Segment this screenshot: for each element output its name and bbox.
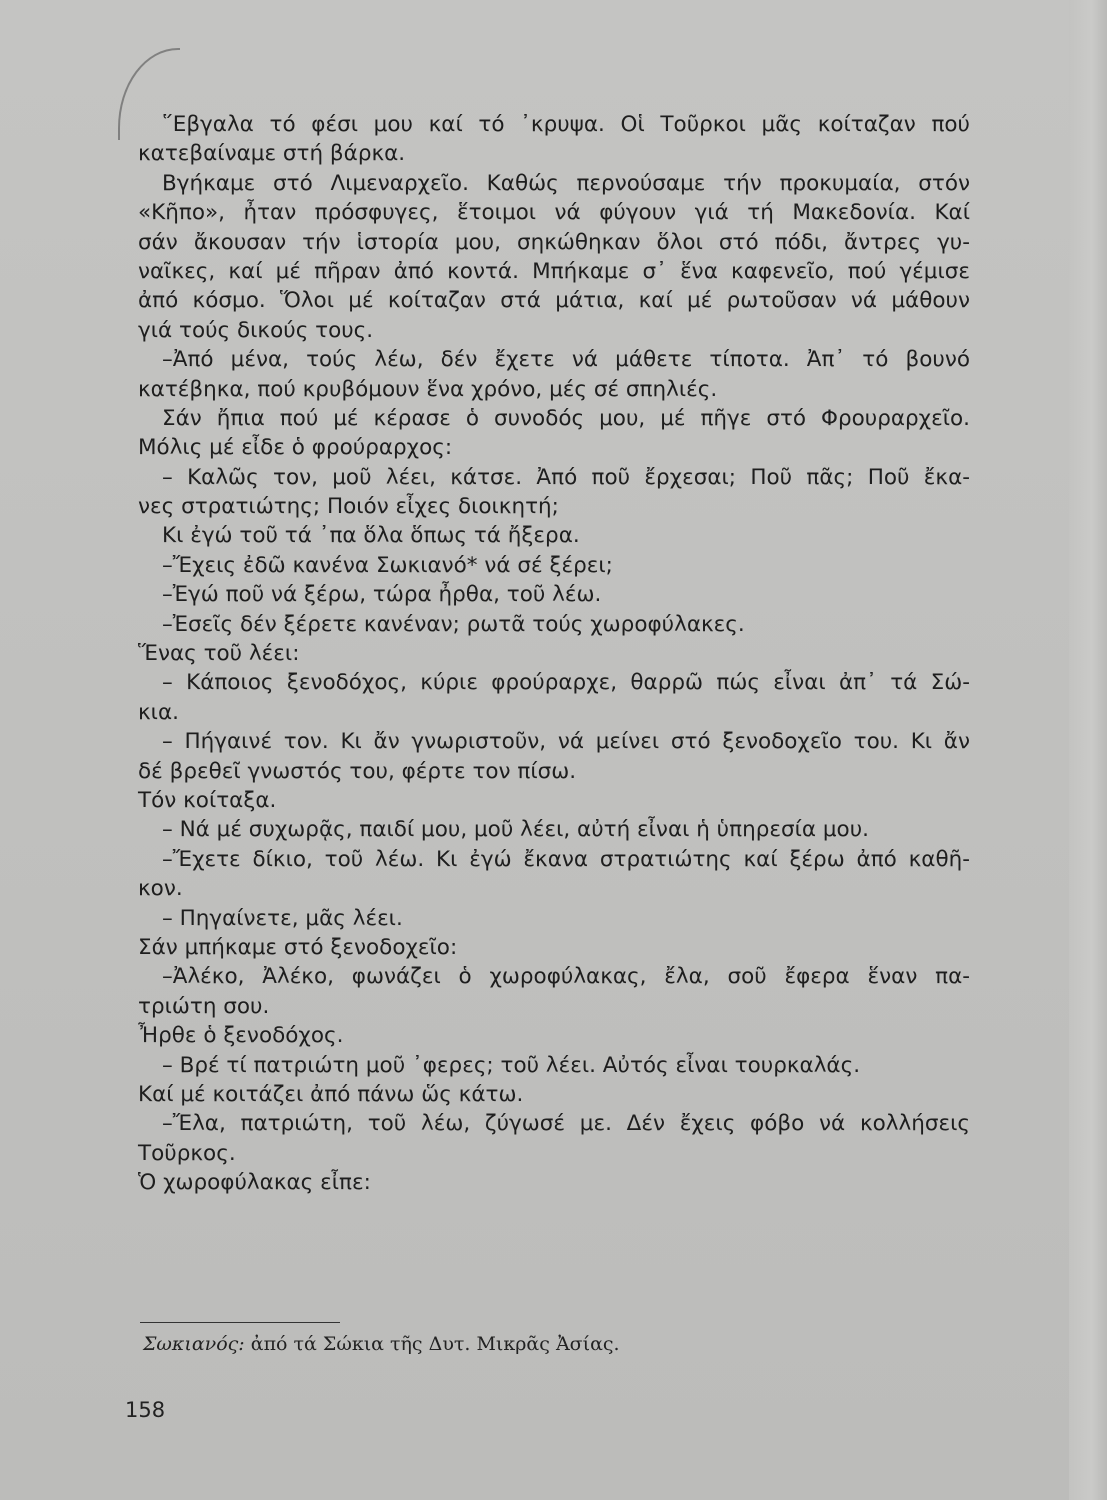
text-line: κατεβαίναμε στή βάρκα. (138, 141, 406, 167)
text-line: –Ἔχεις ἐδῶ κανένα Σωκιανό* νά σέ ξέρει; (162, 552, 613, 578)
text-line: Τόν κοίταξα. (138, 787, 277, 813)
text-line: Ὁ χωροφύλακας εἶπε: (138, 1170, 371, 1196)
text-line: κια. (138, 699, 179, 725)
text-line: Βγήκαμε στό Λιμεναρχεῖο. Καθώς περνούσαμε τήν προκυμαία, στόν (162, 170, 970, 196)
page-edge (1069, 0, 1107, 1500)
page-number: 158 (125, 1398, 166, 1422)
text-line: ναῖκες, καί μέ πῆραν ἀπό κοντά. Μπήκαμε σ᾽ ἕνα καφενεῖο, πού γέμισε (138, 258, 970, 284)
text-line: Σάν ἤπια πού μέ κέρασε ὁ συνοδός μου, μέ πῆγε στό Φρουραρχεῖο. (162, 405, 970, 431)
text-line: νες στρατιώτης; Ποιόν εἶχες διοικητή; (138, 494, 559, 520)
text-line: – Πηγαίνετε, μᾶς λέει. (162, 905, 403, 931)
body-text (138, 110, 970, 1197)
text-line: –Ἔχετε δίκιο, τοῦ λέω. Κι ἐγώ ἔκανα στρατιώτης καί ξέρω ἀπό καθῆ- (162, 846, 970, 872)
text-line: – Νά μέ συχωρᾷς, παιδί μου, μοῦ λέει, αὐτή εἶναι ἡ ὑπηρεσία μου. (162, 817, 869, 843)
text-line: –Ἀπό μένα, τούς λέω, δέν ἔχετε νά μάθετε τίποτα. Ἀπ᾽ τό βουνό (162, 347, 970, 373)
text-line: –Ἔλα, πατριώτη, τοῦ λέω, ζύγωσέ με. Δέν ἔχεις φόβο νά κολλήσεις (162, 1111, 970, 1137)
text-line: κατέβηκα, πού κρυβόμουν ἕνα χρόνο, μές σέ σπηλιές. (138, 376, 718, 402)
footnote-rule (140, 1322, 340, 1323)
text-line: Τοῦρκος. (138, 1140, 236, 1166)
text-line: Ἕνας τοῦ λέει: (138, 641, 300, 667)
text-line: γιά τούς δικούς τους. (138, 317, 374, 343)
text-line: –Ἐσεῖς δέν ξέρετε κανέναν; ρωτᾶ τούς χωροφύλακες. (162, 611, 745, 637)
text-line: –Ἐγώ ποῦ νά ξέρω, τώρα ἦρθα, τοῦ λέω. (162, 582, 602, 608)
text-line: – Βρέ τί πατριώτη μοῦ ᾽φερες; τοῦ λέει. Αὐτός εἶναι τουρκαλάς. (162, 1052, 861, 1078)
text-line: –Ἀλέκο, Ἀλέκο, φωνάζει ὁ χωροφύλακας, ἔλα, σοῦ ἔφερα ἕναν πα- (162, 964, 970, 990)
footnote (143, 1330, 843, 1358)
text-line: δέ βρεθεῖ γνωστός του, φέρτε τον πίσω. (138, 758, 577, 784)
text-line: «Κῆπο», ἦταν πρόσφυγες, ἕτοιμοι νά φύγουν γιά τή Μακεδονία. Καί (138, 200, 970, 226)
text-line: – Καλῶς τον, μοῦ λέει, κάτσε. Ἀπό ποῦ ἔρχεσαι; Ποῦ πᾶς; Ποῦ ἔκα- (162, 464, 970, 490)
text-line: Κι ἐγώ τοῦ τά ᾽πα ὅλα ὅπως τά ἤξερα. (162, 523, 580, 549)
text-line: Ἦρθε ὁ ξενοδόχος. (138, 1023, 344, 1049)
footnote-term: Σωκιανός: (143, 1333, 245, 1355)
text-line: ἀπό κόσμο. Ὅλοι μέ κοίταζαν στά μάτια, καί μέ ρωτοῦσαν νά μάθουν (138, 288, 970, 314)
text-line: – Κάποιος ξενοδόχος, κύριε φρούραρχε, θαρρῶ πώς εἶναι ἀπ᾽ τά Σώ- (162, 670, 970, 696)
text-line: σάν ἄκουσαν τήν ἱστορία μου, σηκώθηκαν ὅλοι στό πόδι, ἄντρες γυ- (138, 229, 970, 255)
text-line: τριώτη σου. (138, 993, 270, 1019)
text-line: κον. (138, 876, 183, 902)
text-line: Σάν μπήκαμε στό ξενοδοχεῖο: (138, 934, 458, 960)
text-line: – Πήγαινέ τον. Κι ἄν γνωριστοῦν, νά μείνει στό ξενοδοχεῖο του. Κι ἄν (162, 729, 970, 755)
text-line: Μόλις μέ εἶδε ὁ φρούραρχος: (138, 435, 453, 461)
text-line: Καί μέ κοιτάζει ἀπό πάνω ὥς κάτω. (138, 1081, 524, 1107)
text-line: ῞Εβγαλα τό φέσι μου καί τό ᾽κρυψα. Οἱ Τοῦρκοι μᾶς κοίταζαν πού (162, 112, 970, 137)
footnote-text: ἀπό τά Σώκια τῆς Δυτ. Μικρᾶς Ἀσίας. (244, 1333, 620, 1355)
